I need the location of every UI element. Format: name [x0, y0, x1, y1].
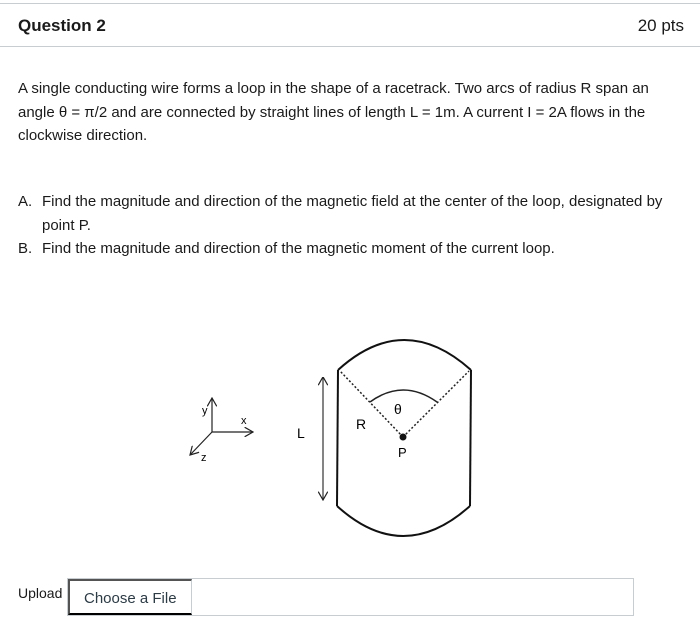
- question-text: A single conducting wire forms a loop in the shape of a racetrack. Two arcs of radius R span an angle θ = π/2 and are connected by straight lines of length L = 1m. A current I = 2A flows in the clockwise direction.: [18, 80, 649, 144]
- file-upload-field[interactable]: [67, 578, 634, 616]
- point-p-dot: [400, 434, 407, 441]
- question-title: Question 2: [18, 16, 106, 35]
- label-P: P: [398, 445, 407, 460]
- label-L: L: [297, 425, 305, 441]
- choose-file-button[interactable]: Choose a File: [68, 579, 192, 615]
- angle-arc: [370, 390, 437, 402]
- axis-y-label: y: [202, 405, 208, 417]
- part-b: B. Find the magnitude and direction of the magnetic moment of the current loop.: [18, 240, 555, 257]
- label-R: R: [356, 416, 367, 432]
- upload-label: Upload: [18, 585, 63, 601]
- axis-z-label: z: [201, 452, 207, 464]
- label-theta: θ: [394, 401, 402, 417]
- part-a: A. Find the magnitude and direction of the magnetic field at the center of the loop, designated by point P.: [18, 193, 663, 234]
- axis-x-label: x: [241, 415, 247, 427]
- question-points: 20 pts: [637, 16, 684, 35]
